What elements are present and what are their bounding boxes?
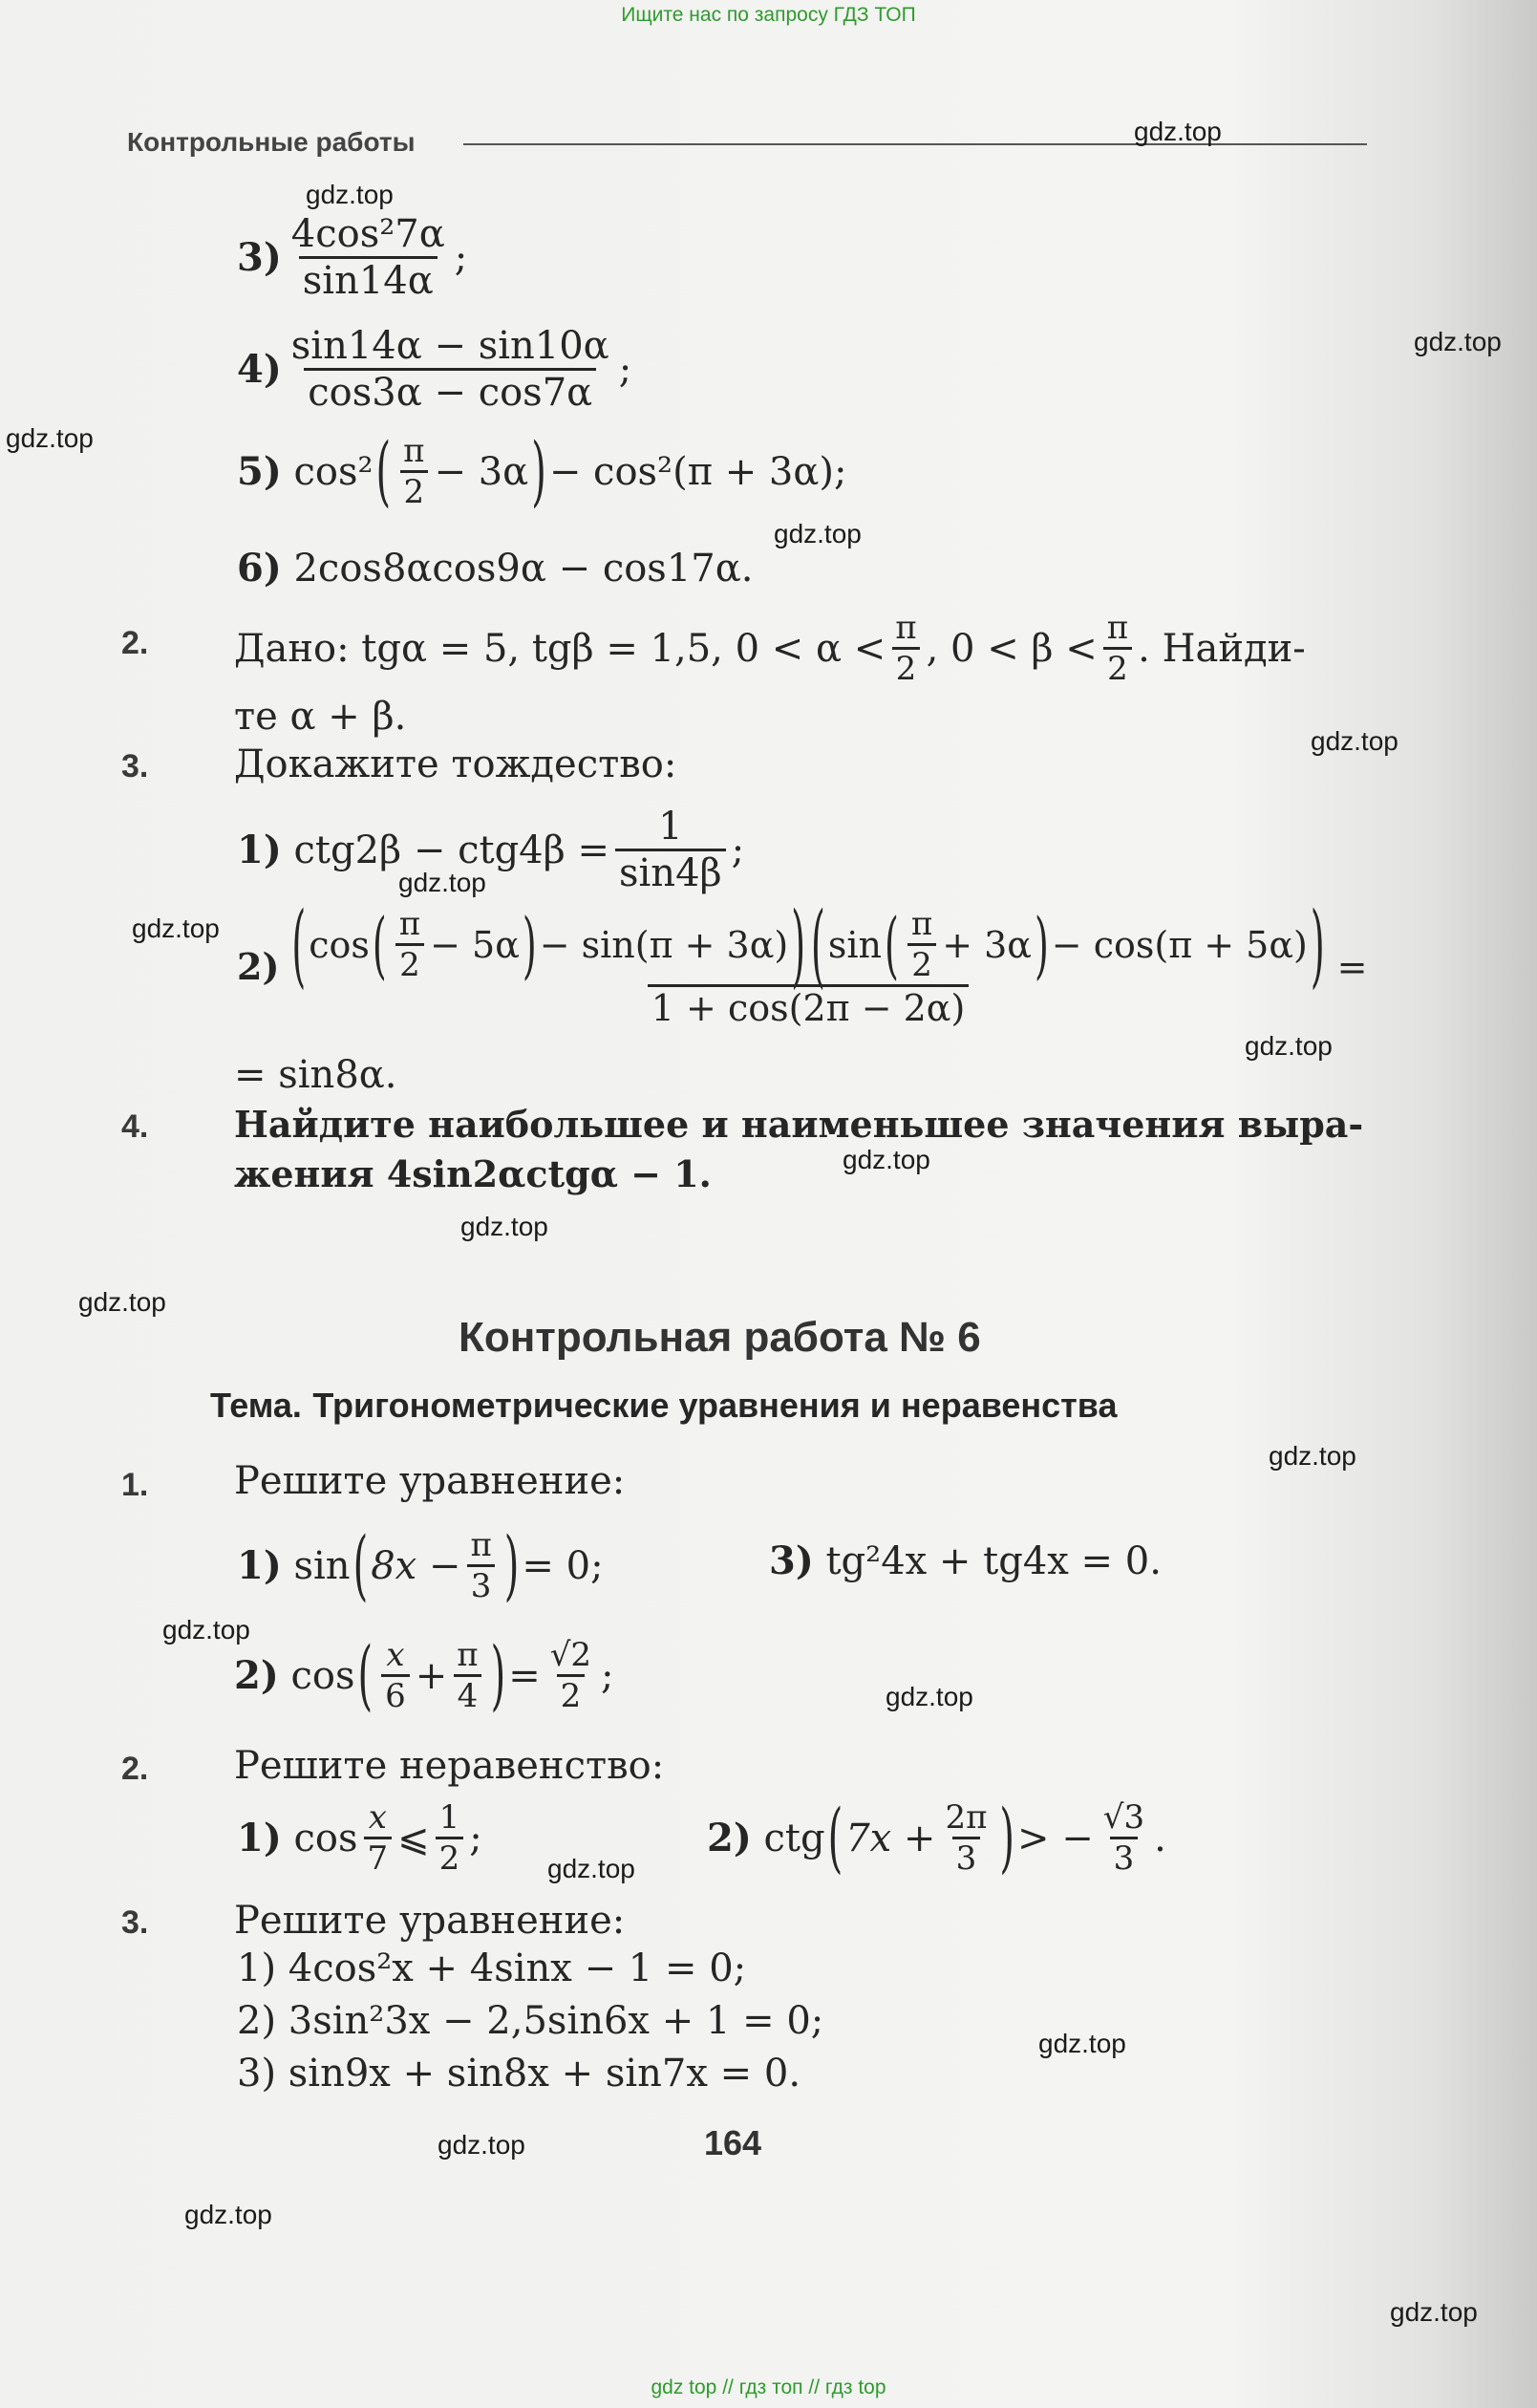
watermark: gdz.top (6, 423, 94, 453)
page-number: 164 (704, 2123, 762, 2162)
bottom-banner[interactable]: gdz top // гдз топ // гдз top (651, 2376, 886, 2398)
w6-task1-item3: 3) tg²4x + tg4x = 0. (769, 1538, 1162, 1583)
task3-title: Докажите тождество: (234, 742, 677, 786)
watermark: gdz.top (886, 1682, 973, 1711)
fraction: $\frac{\pi}{3}$ (466, 1529, 495, 1602)
task2-line1: Дано: tgα = 5, tgβ = 1,5, 0 < α < $\frac{\pi}{2}$ , 0 < β < $\frac{\pi}{2}$ . Найди- (234, 609, 1306, 688)
watermark: gdz.top (306, 180, 394, 209)
header-rule (463, 143, 1367, 145)
task-title: Решите уравнение: (234, 1459, 626, 1503)
running-header: Контрольные работы (127, 127, 416, 157)
top-banner[interactable]: Ищите нас по запросу ГДЗ ТОП (621, 4, 916, 26)
task-number: 1. (121, 1467, 149, 1503)
watermark: gdz.top (438, 2130, 525, 2160)
w6-task3-item3: 3) sin9x + sin8x + sin7x = 0. (237, 2052, 801, 2096)
fraction: $\frac{√2}{2}$ (549, 1636, 592, 1715)
fraction: $\frac{\pi}{2}$ (907, 908, 936, 981)
fraction: $\frac{\sin 14\alpha - \sin 10\alpha}{\cos 3\alpha - \cos 7\alpha}$ (290, 324, 609, 415)
fraction: $\frac{2\pi}{3}$ (945, 1798, 988, 1878)
section-theme: Тема. Тригонометрические уравнения и неравенства (210, 1386, 1118, 1425)
task-number: 2. (121, 1751, 149, 1787)
task4-line2: жения 4sin2αctgα − 1. (234, 1152, 712, 1195)
task4-line1: Найдите наибольшее и наименьшее значения выра- (234, 1103, 1364, 1146)
fraction: $\frac{\pi}{2}$ (891, 612, 920, 685)
watermark: gdz.top (774, 519, 862, 548)
w6-task2-item1: 1) cos $\frac{x}{7}$ ⩽ $\frac{1}{2}$ ; (237, 1798, 482, 1878)
task-title: Решите уравнение: (234, 1899, 626, 1943)
fraction: $\frac{√3}{3}$ (1102, 1798, 1145, 1878)
task1-item6: 6) 2cos8αcos9α − cos17α. (237, 546, 754, 591)
watermark: gdz.top (1311, 726, 1398, 756)
watermark: gdz.top (78, 1287, 166, 1317)
watermark: gdz.top (132, 914, 220, 943)
watermark: gdz.top (1390, 2297, 1478, 2327)
watermark: gdz.top (1414, 327, 1502, 356)
task1-item4: 4) $\frac{\sin 14\alpha - \sin 10\alpha}{\cos 3\alpha - \cos 7\alpha}$ ; (237, 324, 632, 415)
task2-line2: те α + β. (234, 695, 407, 739)
task-number: 3. (121, 748, 149, 785)
task-number: 2. (121, 625, 149, 661)
fraction: $\frac{1}{\sin 4\beta}$ (615, 807, 726, 892)
fraction: $\frac{\pi}{2}$ (1103, 612, 1132, 685)
watermark: gdz.top (184, 2200, 272, 2229)
section-title: Контрольная работа № 6 (459, 1314, 981, 1361)
fraction: $\frac{x}{7}$ (364, 1801, 393, 1875)
w6-task3-item1: 1) 4cos²x + 4sinx − 1 = 0; (237, 1946, 747, 1990)
w6-task2-item2: 2) ctg ( 7x + $\frac{2\pi}{3}$ ) > − $\frac{√3}{3}$ . (707, 1794, 1166, 1882)
watermark: gdz.top (843, 1145, 930, 1174)
task-number: 4. (121, 1108, 149, 1145)
task-title: Решите неравенство: (234, 1744, 665, 1788)
fraction: $\frac{x}{6}$ (381, 1639, 410, 1712)
task3-result: = sin8α. (234, 1053, 397, 1097)
watermark: gdz.top (1245, 1031, 1333, 1061)
w6-task3-item2: 2) 3sin²3x − 2,5sin6x + 1 = 0; (237, 1999, 824, 2043)
watermark: gdz.top (162, 1615, 250, 1645)
task3-item1: 1) ctg2β − ctg4β = $\frac{1}{\sin 4\beta}$ ; (237, 805, 745, 895)
watermark: gdz.top (398, 868, 486, 897)
fraction: $\frac{\pi}{4}$ (453, 1639, 481, 1712)
watermark: gdz.top (547, 1854, 635, 1883)
watermark: gdz.top (1038, 2029, 1126, 2058)
task1-item5: 5) cos² ( $\frac{\pi}{2}$ − 3α ) − cos²(π + 3α); (237, 427, 847, 516)
fraction: ( cos ( $\frac{\pi}{2}$ − 5α ) − sin(π + 3α) ) ( sin ( $\frac{\pi}{2}$ + 3α ) − cos(π + 5α) ) 1 + cos(2π − 2α) (291, 892, 1325, 1029)
w6-task1-item1: 1) sin ( 8x − $\frac{\pi}{3}$ ) = 0; (237, 1521, 604, 1610)
task3-item2: 2) ( cos ( $\frac{\pi}{2}$ − 5α ) − sin(π + 3α) ) ( sin ( $\frac{\pi}{2}$ + 3α ) − cos(π + 5α) ) 1 + cos(2π − 2α) = (237, 892, 1368, 1029)
fraction: $\frac{\pi}{2}$ (395, 908, 424, 981)
watermark: gdz.top (460, 1212, 548, 1241)
task-number: 3. (121, 1904, 149, 1941)
watermark: gdz.top (1269, 1441, 1356, 1471)
fraction: $\frac{\pi}{2}$ (399, 435, 428, 508)
fraction: $\frac{1}{2}$ (436, 1801, 464, 1875)
task1-item3: 3) $\frac{\text{4cos²7α}}{\sin 14\alpha}$ ; (237, 212, 468, 303)
w6-task1-item2: 2) cos ( $\frac{x}{6}$ + $\frac{\pi}{4}$ ) = $\frac{√2}{2}$ ; (234, 1631, 614, 1720)
fraction: $\frac{\text{4cos²7α}}{\sin 14\alpha}$ (290, 212, 445, 303)
watermark: gdz.top (1134, 117, 1222, 146)
